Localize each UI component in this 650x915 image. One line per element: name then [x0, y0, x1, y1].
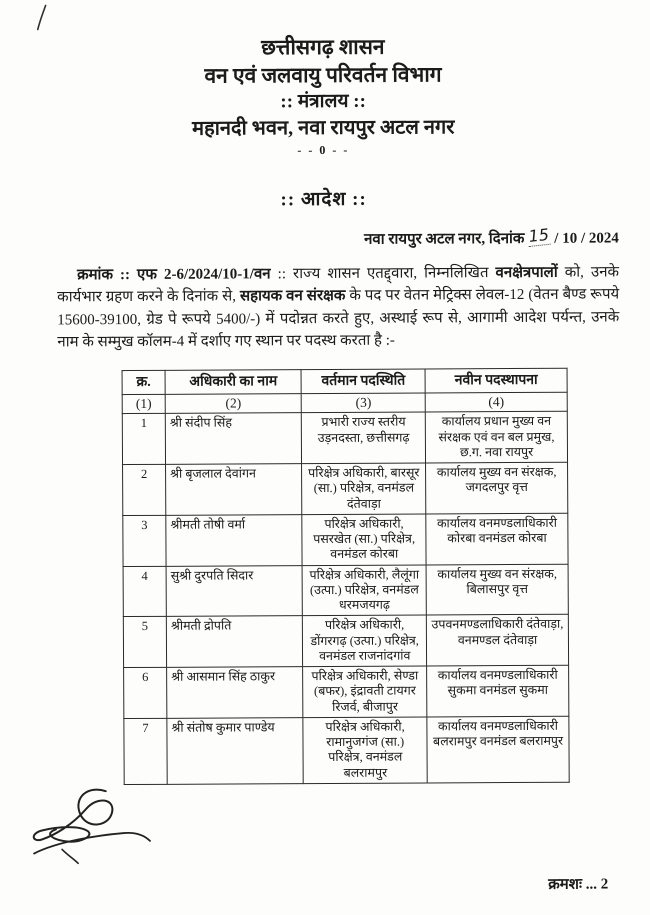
table-row [124, 716, 569, 784]
dateline-place: नवा रायपुर अटल नगर, दिनांक [364, 230, 529, 248]
cell-officer-name: श्रीमती द्रोपति [166, 616, 302, 667]
department-name: वन एवं जलवायु परिवर्तन विभाग [204, 62, 442, 88]
letterhead [0, 32, 648, 160]
header-separator: - - 0 - - [297, 142, 350, 158]
cell-serial: 3 [123, 515, 166, 566]
order-body-paragraph [57, 261, 619, 354]
table-row [123, 615, 568, 668]
cell-new-posting: कार्यालय वनमण्डलाधिकारी कोरबा वनमंडल कोरबा [426, 513, 568, 564]
cell-new-posting: कार्यालय प्रधान मुख्य वन संरक्षक एवं वन बल प्रमुख, छ.ग. नवा रायपुर [425, 412, 567, 463]
cell-current-posting: परिक्षेत्र अधिकारी, डोंगरगढ़ (उत्पा.) परिक्षेत्र, वनमंडल राजनांदगांव [303, 615, 427, 666]
body-text-1: :: राज्य शासन एतद्द्वारा, निम्नलिखित [270, 264, 496, 283]
col-header-serial: क्र. [122, 370, 165, 394]
body-text-3: के पद पर वेतन मेट्रिक्स लेवल-12 (वेतन बैण्ड रूपये 15600-39100, ग्रेड पे रूपये 5400/-) में पदोन्नत करते हुए, अस्थाई रूप से, आगामी आदेश पर्यन्त, उनके नाम के सम्मुख कॉलम-4 में दर्शाए गए स्थान पर पदस्थ करता है :- [57, 286, 620, 351]
table-header-row [122, 368, 567, 394]
signature [28, 783, 159, 884]
handwritten-corner-mark [32, 3, 52, 36]
posting-table [122, 367, 570, 784]
column-number-row [122, 392, 567, 414]
cell-officer-name: श्री बृजलाल देवांगन [166, 464, 302, 515]
cell-serial: 6 [124, 667, 167, 718]
cell-new-posting: उपवनमण्डलाधिकारी दंतेवाड़ा, वनमण्डल दंतेवाड़ा [426, 615, 568, 666]
cell-officer-name: सुश्री दुरपति सिदार [166, 565, 302, 616]
table-row [123, 513, 568, 566]
government-name: छत्तीसगढ़ शासन [261, 34, 385, 60]
cell-new-posting: कार्यालय मुख्य वन संरक्षक, बिलासपुर वृत्त [426, 564, 568, 615]
cell-officer-name: श्री संतोष कुमार पाण्डेय [167, 717, 304, 784]
dateline-rest: / 10 / 2024 [554, 230, 619, 247]
cell-new-posting: कार्यालय वनमण्डलाधिकारी सुकमा वनमंडल सुकमा [427, 665, 569, 716]
cell-new-posting: कार्यालय मुख्य वन संरक्षक, जगदलपुर वृत्त [426, 462, 568, 513]
handwritten-date-day: 15 [527, 224, 551, 246]
col-header-current-posting: वर्तमान पदस्थिति [301, 369, 425, 394]
cell-serial: 7 [124, 718, 167, 784]
signature-icon [28, 783, 158, 879]
reference-number: क्रमांक :: एफ 2-6/2024/10-1/वन [76, 266, 271, 284]
pen-stroke-icon [32, 3, 52, 31]
address-line: महानदी भवन, नवा रायपुर अटल नगर [192, 115, 455, 140]
body-bold-post: सहायक वन संरक्षक [239, 288, 346, 305]
order-title: :: आदेश :: [280, 188, 367, 210]
table-row [124, 665, 569, 718]
cell-new-posting: कार्यालय वनमण्डलाधिकारी बलरामपुर वनमंडल बलरामपुर [427, 716, 569, 783]
cell-current-posting: परिक्षेत्र अधिकारी, सेण्डा (बफर), इंद्रावती टायगर रिजर्व, बीजापुर [303, 666, 427, 717]
cell-serial: 4 [123, 566, 166, 617]
cell-officer-name: श्री संदीप सिंह [165, 413, 301, 464]
cell-current-posting: परिक्षेत्र अधिकारी, पसरखेत (सा.) परिक्षेत्र, वनमंडल कोरबा [302, 514, 426, 565]
cell-current-posting: प्रभारी राज्य स्तरीय उड़नदस्ता, छत्तीसगढ़ [302, 412, 426, 463]
col-header-officer-name: अधिकारी का नाम [165, 369, 301, 394]
table-row [123, 564, 568, 617]
col-header-new-posting: नवीन पदस्थापना [425, 368, 567, 393]
table-row [123, 462, 568, 515]
cell-current-posting: परिक्षेत्र अधिकारी, लैलूंगा (उत्पा.) परिक्षेत्र, वनमंडल धरमजयगढ़ [302, 565, 426, 616]
cell-serial: 2 [123, 464, 166, 515]
cell-officer-name: श्रीमती तोषी वर्मा [166, 514, 302, 565]
cell-serial: 1 [122, 414, 165, 465]
col-number-3: (3) [301, 393, 425, 413]
cell-current-posting: परिक्षेत्र अधिकारी, रामानुजगंज (सा.) परिक्षेत्र, वनमंडल बलरामपुर [303, 717, 427, 784]
cell-serial: 5 [123, 617, 166, 668]
col-number-1: (1) [122, 394, 165, 414]
table-row [122, 412, 567, 465]
dateline [0, 224, 649, 250]
col-number-4: (4) [425, 392, 567, 412]
continuation-marker: क्रमशः ... 2 [548, 876, 609, 893]
cell-current-posting: परिक्षेत्र अधिकारी, बारसूर (सा.) परिक्षेत्र, वनमंडल दंतेवाड़ा [302, 463, 426, 514]
col-number-2: (2) [165, 393, 301, 413]
ministry-line: :: मंत्रालय :: [280, 91, 366, 113]
cell-officer-name: श्री आसमान सिंह ठाकुर [167, 667, 303, 718]
body-text-2: को, उनके कार्यभार ग्रहण करने के दिनांक से, [57, 264, 620, 306]
body-bold-rangers: वनक्षेत्रपालों [495, 264, 558, 281]
